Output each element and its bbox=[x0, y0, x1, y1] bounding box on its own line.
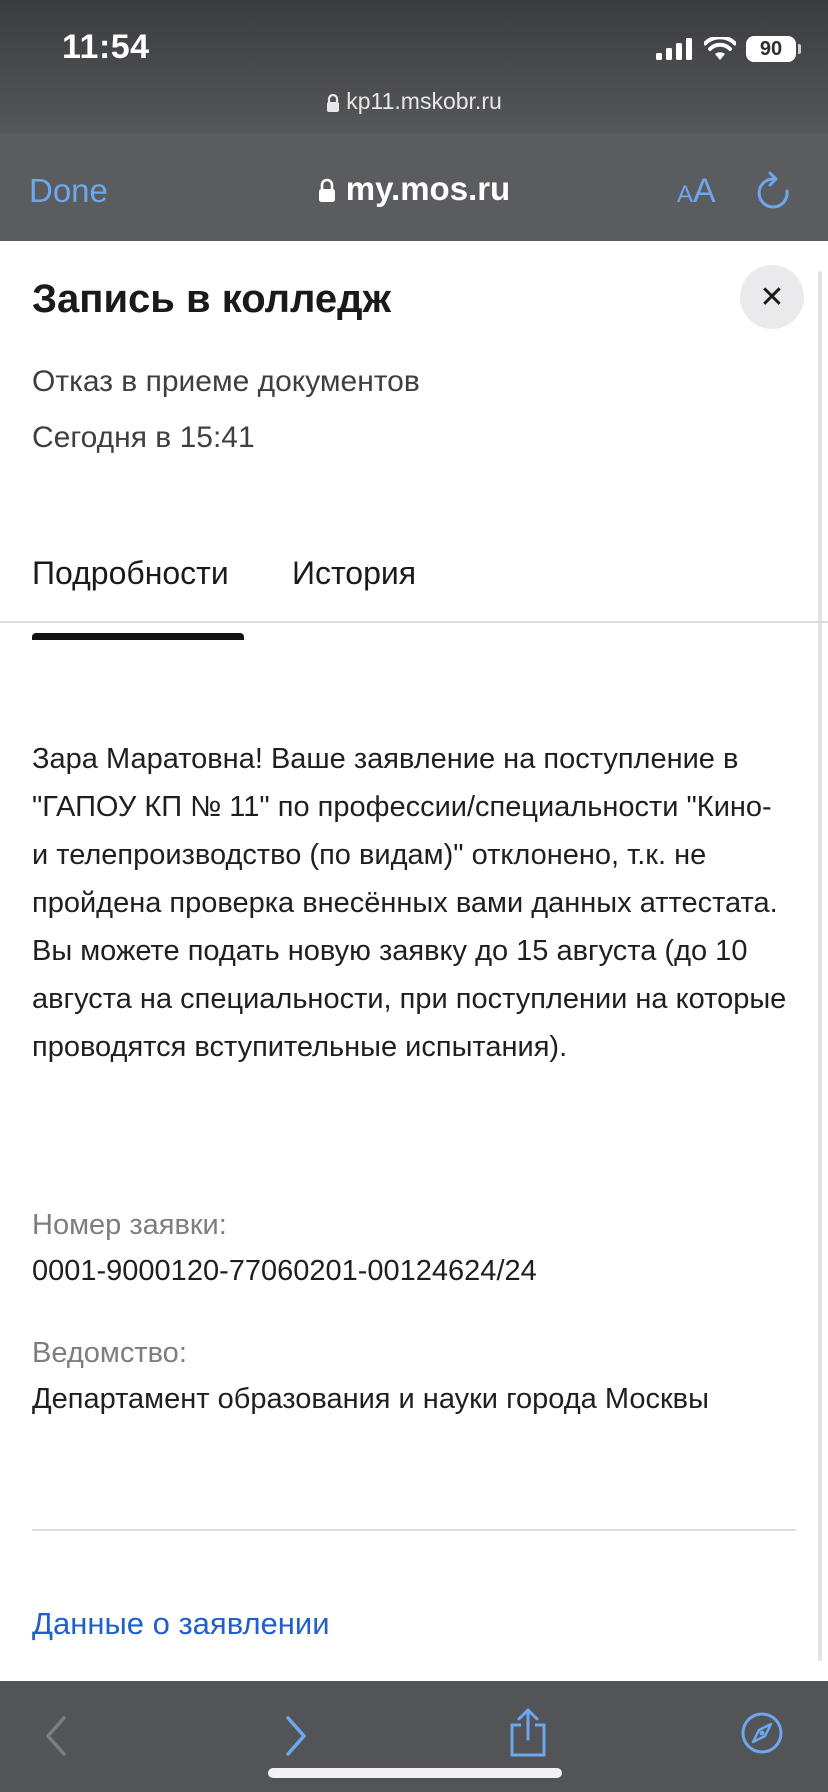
page-title: Запись в колледж bbox=[32, 277, 391, 321]
text-size-button[interactable]: AA bbox=[677, 172, 716, 210]
lock-icon bbox=[318, 178, 336, 202]
close-icon: ✕ bbox=[759, 280, 785, 314]
close-button[interactable] bbox=[740, 265, 804, 329]
department-name: Департамент образования и науки города Москвы bbox=[32, 1383, 709, 1415]
status-text: Отказ в приеме документов bbox=[32, 365, 420, 398]
mini-url-text: kp11.mskobr.ru bbox=[346, 88, 502, 114]
share-icon[interactable] bbox=[506, 1707, 550, 1759]
date-text: Сегодня в 15:41 bbox=[32, 421, 255, 454]
status-icons bbox=[656, 34, 796, 64]
section-divider bbox=[32, 1529, 796, 1531]
active-tab-indicator bbox=[32, 633, 244, 640]
tab-details[interactable]: Подробности bbox=[32, 555, 229, 591]
mini-url-bar[interactable] bbox=[0, 88, 828, 115]
wifi-icon bbox=[704, 37, 736, 61]
content-sheet bbox=[0, 241, 828, 1681]
tabs-divider bbox=[0, 621, 828, 623]
forward-arrow-icon[interactable] bbox=[280, 1714, 310, 1758]
done-button[interactable]: Done bbox=[29, 172, 108, 209]
back-arrow-icon[interactable] bbox=[42, 1714, 72, 1758]
compass-icon[interactable] bbox=[740, 1711, 784, 1755]
application-data-link[interactable]: Данные о заявлении bbox=[32, 1606, 330, 1641]
department-label: Ведомство: bbox=[32, 1337, 187, 1369]
application-number-label: Номер заявки: bbox=[32, 1209, 227, 1241]
status-time: 11:54 bbox=[62, 28, 150, 66]
lock-icon bbox=[326, 94, 340, 112]
status-bar bbox=[0, 0, 828, 134]
tab-history[interactable]: История bbox=[292, 555, 417, 591]
browser-header bbox=[0, 134, 828, 241]
scrollbar[interactable] bbox=[818, 271, 822, 1661]
cellular-signal-icon bbox=[656, 38, 694, 60]
home-indicator[interactable] bbox=[268, 1768, 562, 1778]
application-number: 0001-9000120-77060201-00124624/24 bbox=[32, 1255, 537, 1287]
rejection-message: Зара Маратовна! Ваше заявление на поступление в "ГАПОУ КП № 11" по профессии/специальности "Кино- и телепроизводство (по видам)" отклонено, т.к. не пройдена проверка внесённых вами данных аттестата. Вы можете подать новую заявку до 15 августа (до 10 августа на специальности, при поступлении на которые проводятся вступительные испытания). bbox=[32, 743, 787, 1063]
reload-icon[interactable] bbox=[756, 171, 792, 211]
battery-indicator: 90 bbox=[746, 36, 796, 62]
tab-bar bbox=[0, 541, 828, 621]
site-address-text: my.mos.ru bbox=[345, 170, 511, 207]
